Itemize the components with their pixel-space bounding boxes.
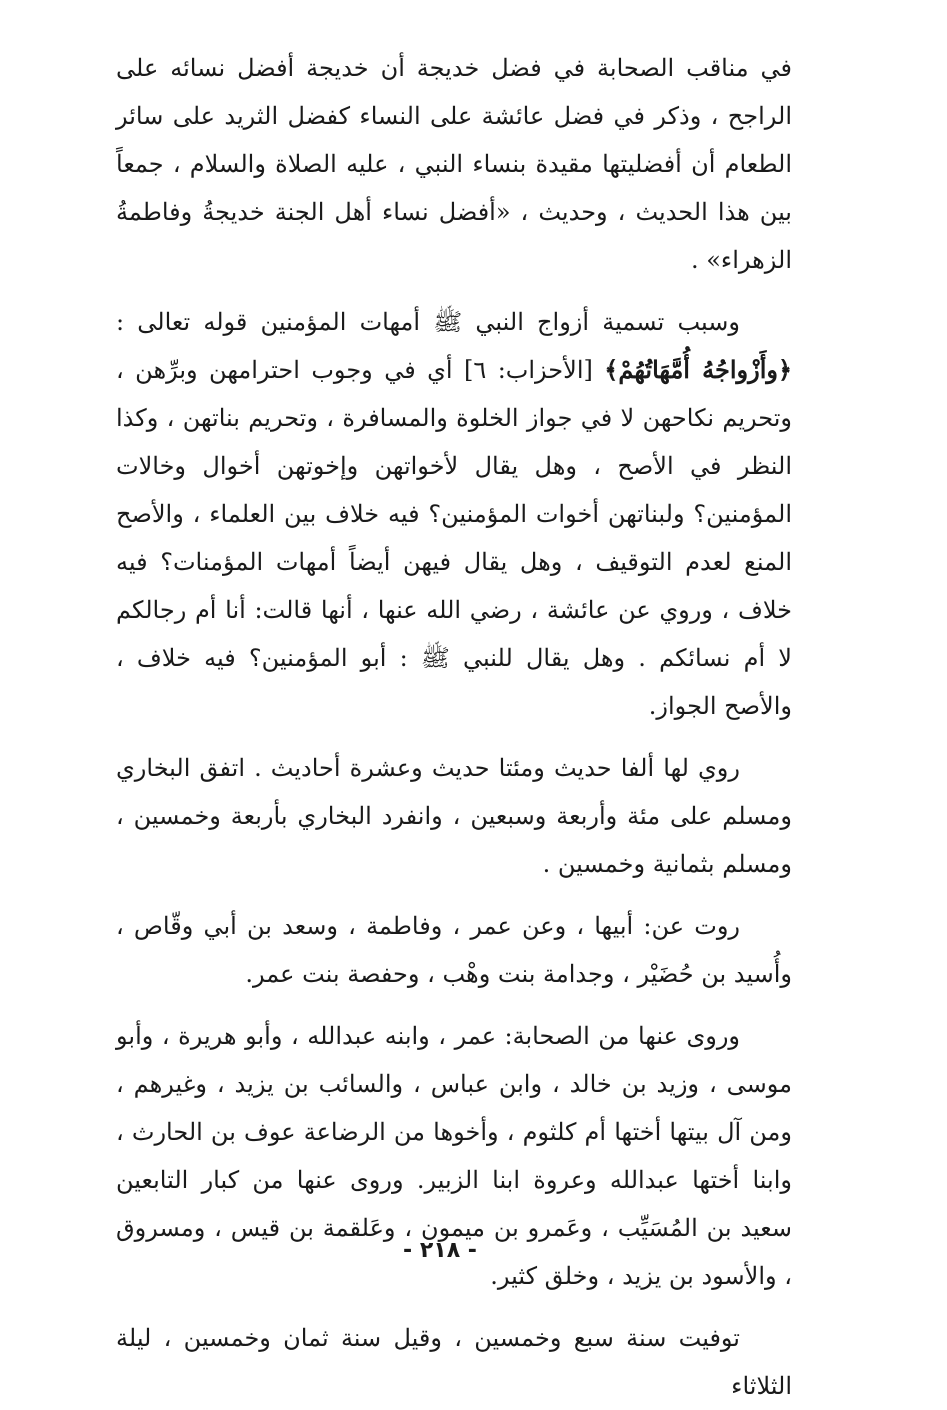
quran-verse: ﴿وأَزْواجُهُ أُمَّهَاتُهُمْ﴾	[604, 355, 793, 384]
paragraph-text-before-verse: وسبب تسمية أزواج النبي ﷺ أمهات المؤمنين قوله تعالى :	[116, 308, 740, 336]
paragraph-hadith-count: روي لها ألفا حديث ومئتا حديث وعشرة أحاديث . اتفق البخاري ومسلم على مئة وأربعة وسبعين ، وانفرد البخاري بأربعة وخمسين ، ومسلم بثمانية وخمسين .	[116, 754, 792, 878]
paragraph-death: توفيت سنة سبع وخمسين ، وقيل سنة ثمان وخمسين ، ليلة الثلاثاء	[116, 1324, 792, 1400]
paragraph-khadija-virtue: في مناقب الصحابة في فضل خديجة أن خديجة أفضل نسائه على الراجح ، وذكر في فضل عائشة على النساء كفضل الثريد على سائر الطعام أن أفضليتها مقيدة بنساء النبي ، عليه الصلاة والسلام ، جمعاً بين هذا الحديث ، وحديث ، «أفضل نساء أهل الجنة خديجةُ وفاطمةُ الزهراء» .	[116, 54, 792, 274]
paragraph-text-after-verse: [الأحزاب: ٦] أي في وجوب احترامهن وبرِّهن ، وتحريم نكاحهن لا في جواز الخلوة والمسافرة ، وتحريم بناتهن ، وكذا النظر في الأصح ، وهل يقال لأخواتهن وإخوتهن أخوال وخالات المؤمنين؟ ولبناتهن أخوات المؤمنين؟ فيه خلاف بين العلماء ، والأصح المنع لعدم التوقيف ، وهل يقال فيهن أيضاً أمهات المؤمنات؟ فيه خلاف ، وروي عن عائشة ، رضي الله عنها ، أنها قالت: أنا أم رجالكم لا أم نسائكم . وهل يقال للنبي ﷺ : أبو المؤمنين؟ فيه خلاف ، والأصح الجواز.	[116, 356, 792, 720]
paragraph-mothers-of-believers	[116, 298, 792, 730]
page-body	[116, 44, 792, 1410]
paragraph-narrated-from: روت عن: أبيها ، وعن عمر ، وفاطمة ، وسعد بن أبي وقّاص ، وأُسيد بن حُضَيْر ، وجدامة بنت وهْب ، وحفصة بنت عمر.	[116, 912, 792, 988]
page-number: - ٢١٨ -	[403, 1238, 477, 1263]
paragraph-narrators-from-her: وروى عنها من الصحابة: عمر ، وابنه عبدالله ، وأبو هريرة ، وأبو موسى ، وزيد بن خالد ، وابن عباس ، والسائب بن يزيد ، وغيرهم ، ومن آل بيتها أختها أم كلثوم ، وأخوها من الرضاعة عوف بن الحارث ، وابنا أختها عبدالله وعروة ابنا الزبير. وروى عنها من كبار التابعين سعيد بن المُسَيِّب ، وعَمرو بن ميمون ، وعَلقمة بن قيس ، ومسروق ، والأسود بن يزيد ، وخلق كثير.	[116, 1022, 793, 1290]
